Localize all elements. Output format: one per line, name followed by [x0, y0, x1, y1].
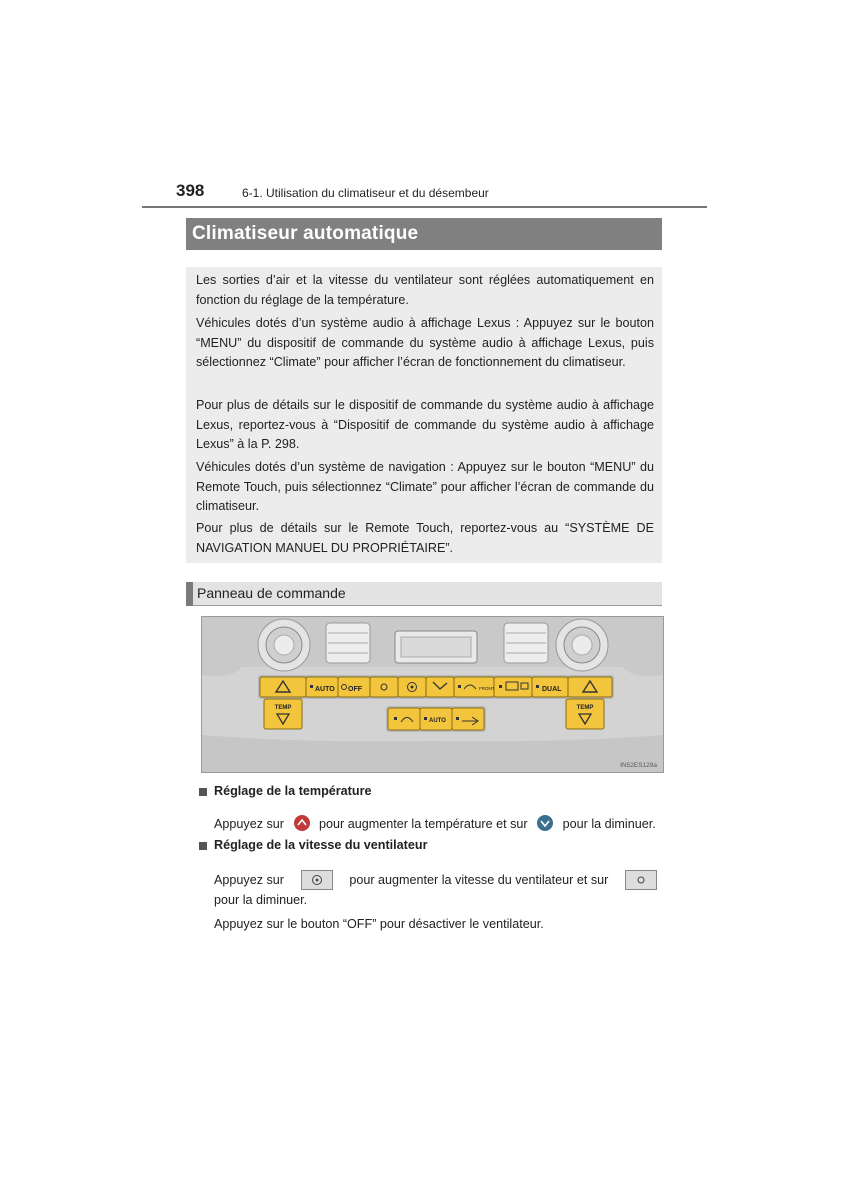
right-knob-icon	[556, 619, 608, 671]
panel-temp-label-right: TEMP	[576, 705, 594, 711]
fan-line1-mid: pour augmenter la vitesse du ventilateur et sur	[349, 873, 609, 887]
panel-button-auto	[306, 677, 338, 697]
panel-button-off-label: OFF	[348, 686, 362, 693]
temp-line	[214, 815, 656, 831]
panel-button-temp-down-left	[264, 699, 302, 729]
panel-button-rear-defrost	[494, 677, 532, 697]
left-vent-icon	[326, 623, 370, 663]
fan-up-icon	[301, 870, 333, 890]
figure-id: IN52ES129a	[620, 762, 657, 769]
panel-button-airflow	[426, 677, 454, 697]
temp-down-icon	[537, 815, 553, 831]
fan-line-1	[214, 870, 657, 890]
fan-line1-pre: Appuyez sur	[214, 873, 285, 887]
panel-button-temp-down-right	[566, 699, 604, 729]
panel-button-off	[338, 677, 370, 697]
panel-button-auto-label: AUTO	[315, 686, 335, 693]
center-display-icon	[395, 631, 477, 663]
panel-button-temp-up-left	[260, 677, 306, 697]
temp-up-icon	[294, 815, 310, 831]
fan-down-icon	[625, 870, 657, 890]
bullet-square	[199, 788, 207, 796]
subsection-title: Panneau de commande	[197, 585, 346, 601]
intro-paragraph-5: Pour plus de détails sur le Remote Touch, reportez-vous au “SYSTÈME DE NAVIGATION MANUEL DU PROPRIÉTAIRE”.	[196, 521, 654, 555]
fan-line-3: Appuyez sur le bouton “OFF” pour désactiver le ventilateur.	[214, 917, 544, 931]
panel-button-front-label: FRONT	[479, 686, 495, 691]
panel-button-dual-label: DUAL	[542, 686, 562, 693]
panel-lower-auto-label: AUTO	[429, 718, 446, 724]
temp-line-pre: Appuyez sur	[214, 817, 285, 831]
temp-heading: Réglage de la température	[214, 784, 372, 798]
panel-button-fresh-air	[452, 708, 484, 730]
bullet-square	[199, 842, 207, 850]
intro-paragraph-4: Véhicules dotés d’un système de navigation : Appuyez sur le bouton “MENU” du Remote Touch, puis sélectionnez “Climate” pour afficher l’écran de commande du climatiseur.	[196, 460, 654, 513]
panel-button-recirc	[388, 708, 420, 730]
intro-paragraph-3: Pour plus de détails sur le dispositif de commande du système audio à affichage Lexus, reportez-vous à “Dispositif de commande du système audio à affichage Lexus” à la P. 298.	[196, 398, 654, 451]
left-knob-icon	[258, 619, 310, 671]
subsection-bar	[186, 582, 662, 606]
page-title: Climatiseur automatique	[192, 223, 419, 244]
panel-button-dual	[532, 677, 568, 697]
panel-button-temp-up-right	[568, 677, 612, 697]
intro-box	[186, 267, 662, 563]
section-path: 6-1. Utilisation du climatiseur et du désembeur	[242, 186, 489, 200]
panel-button-fan-up	[398, 677, 426, 697]
intro-paragraph-1: Les sorties d’air et la vitesse du ventilateur sont réglées automatiquement en fonction du réglage de la température.	[196, 273, 654, 307]
panel-button-front-defrost	[454, 677, 495, 697]
subsection-accent	[186, 582, 193, 606]
fan-line-2: pour la diminuer.	[214, 893, 308, 907]
fan-heading: Réglage de la vitesse du ventilateur	[214, 838, 428, 852]
page-title-bar	[186, 218, 662, 250]
page-number: 398	[176, 181, 205, 200]
intro-paragraph-2: Véhicules dotés d’un système audio à affichage Lexus : Appuyez sur le bouton “MENU” du dispositif de commande du système audio à affichage Lexus, puis sélectionnez “Climate” pour afficher l’écran de fonctionnement du climatiseur.	[196, 316, 654, 369]
temp-line-mid: pour augmenter la température et sur	[319, 817, 528, 831]
header-divider	[142, 206, 707, 208]
panel-button-auto-recirc	[420, 708, 452, 730]
panel-button-fan-down	[370, 677, 398, 697]
right-vent-icon	[504, 623, 548, 663]
control-panel-figure	[201, 616, 664, 773]
panel-temp-label-left: TEMP	[274, 705, 292, 711]
temp-line-post: pour la diminuer.	[562, 817, 656, 831]
